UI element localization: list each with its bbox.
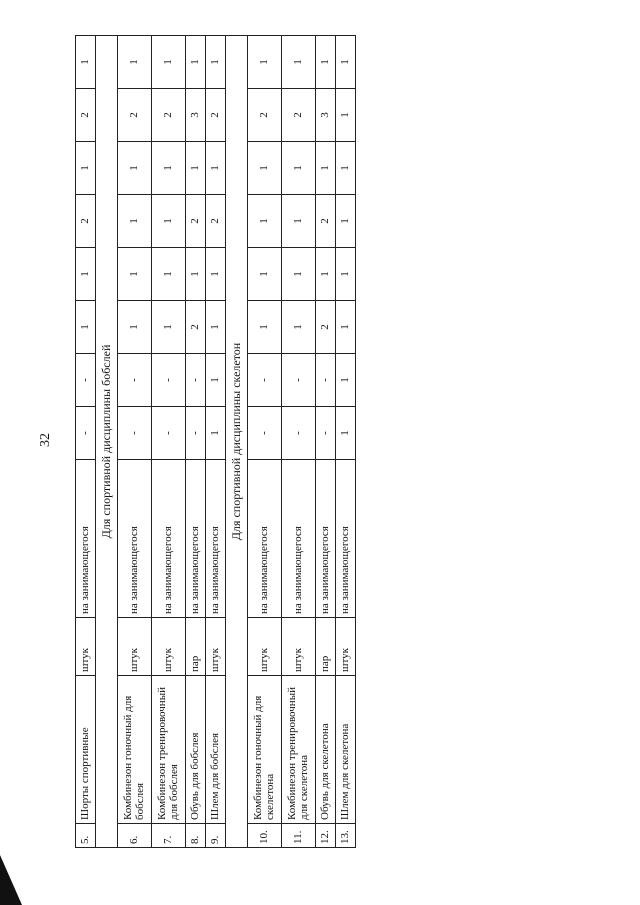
row-number: 10. <box>248 824 282 848</box>
unit-cell: штук <box>76 618 96 676</box>
table-row <box>248 36 282 848</box>
value-cell: 1 <box>316 142 336 195</box>
unit-cell: штук <box>248 618 282 676</box>
item-name: Шлем для бобслея <box>206 676 226 824</box>
value-cell: - <box>186 354 206 407</box>
table-row <box>316 36 336 848</box>
value-cell: 2 <box>76 89 96 142</box>
calc-unit-cell: на занимающегося <box>152 460 186 618</box>
value-cell: 1 <box>282 301 316 354</box>
value-cell: 2 <box>206 89 226 142</box>
equipment-table <box>75 35 356 848</box>
value-cell: 1 <box>76 36 96 89</box>
row-number: 13. <box>336 824 356 848</box>
value-cell: 1 <box>206 354 226 407</box>
value-cell: - <box>76 354 96 407</box>
value-cell: 1 <box>118 248 152 301</box>
value-cell: 1 <box>206 142 226 195</box>
item-name: Обувь для бобслея <box>186 676 206 824</box>
row-number: 11. <box>282 824 316 848</box>
scan-corner-mark <box>0 855 22 905</box>
value-cell: 1 <box>118 36 152 89</box>
value-cell: - <box>118 407 152 460</box>
section-row <box>96 36 118 848</box>
value-cell: 1 <box>282 142 316 195</box>
table-row <box>152 36 186 848</box>
row-number: 12. <box>316 824 336 848</box>
value-cell: - <box>248 407 282 460</box>
value-cell: - <box>76 407 96 460</box>
value-cell: 1 <box>336 89 356 142</box>
table-row <box>118 36 152 848</box>
item-name: Комбинезон тренировочный для бобслея <box>152 676 186 824</box>
value-cell: 1 <box>118 301 152 354</box>
row-number: 6. <box>118 824 152 848</box>
calc-unit-cell: на занимающегося <box>206 460 226 618</box>
value-cell: 1 <box>152 36 186 89</box>
value-cell: - <box>316 407 336 460</box>
table-row <box>186 36 206 848</box>
value-cell: 1 <box>76 248 96 301</box>
value-cell: 1 <box>152 248 186 301</box>
rotated-table-wrapper <box>75 36 351 848</box>
item-name: Шлем для скелетона <box>336 676 356 824</box>
value-cell: 1 <box>206 36 226 89</box>
value-cell: - <box>118 354 152 407</box>
item-name: Комбинезон гоночный для бобслея <box>118 676 152 824</box>
value-cell: 2 <box>282 89 316 142</box>
value-cell: 1 <box>76 301 96 354</box>
value-cell: - <box>186 407 206 460</box>
value-cell: 2 <box>76 195 96 248</box>
unit-cell: штук <box>336 618 356 676</box>
value-cell: 1 <box>282 195 316 248</box>
value-cell: 1 <box>152 301 186 354</box>
value-cell: 1 <box>186 36 206 89</box>
value-cell: 1 <box>76 142 96 195</box>
value-cell: 1 <box>282 36 316 89</box>
value-cell: 2 <box>316 301 336 354</box>
value-cell: 1 <box>248 301 282 354</box>
value-cell: - <box>152 354 186 407</box>
row-number: 8. <box>186 824 206 848</box>
value-cell: 1 <box>152 195 186 248</box>
unit-cell: пар <box>186 618 206 676</box>
calc-unit-cell: на занимающегося <box>186 460 206 618</box>
unit-cell: штук <box>152 618 186 676</box>
item-name: Комбинезон тренировочный для скелетона <box>282 676 316 824</box>
value-cell: 1 <box>316 248 336 301</box>
value-cell: 1 <box>336 407 356 460</box>
value-cell: 2 <box>152 89 186 142</box>
calc-unit-cell: на занимающегося <box>76 460 96 618</box>
value-cell: 1 <box>186 248 206 301</box>
calc-unit-cell: на занимающегося <box>282 460 316 618</box>
value-cell: 2 <box>118 89 152 142</box>
table-row <box>336 36 356 848</box>
row-number: 7. <box>152 824 186 848</box>
section-row <box>226 36 248 848</box>
value-cell: 1 <box>336 195 356 248</box>
value-cell: 2 <box>186 301 206 354</box>
value-cell: 1 <box>206 248 226 301</box>
value-cell: 1 <box>336 36 356 89</box>
value-cell: 1 <box>282 248 316 301</box>
value-cell: - <box>282 354 316 407</box>
unit-cell: штук <box>206 618 226 676</box>
item-name: Шорты спортивные <box>76 676 96 824</box>
value-cell: - <box>282 407 316 460</box>
row-number: 5. <box>76 824 96 848</box>
value-cell: 2 <box>316 195 336 248</box>
value-cell: 1 <box>206 407 226 460</box>
section-label: Для спортивной дисциплины скелетон <box>226 36 248 848</box>
table-row <box>282 36 316 848</box>
item-name: Комбинезон гоночный для скелетона <box>248 676 282 824</box>
value-cell: 1 <box>248 142 282 195</box>
unit-cell: пар <box>316 618 336 676</box>
value-cell: 1 <box>248 195 282 248</box>
calc-unit-cell: на занимающегося <box>316 460 336 618</box>
value-cell: 1 <box>186 142 206 195</box>
value-cell: 2 <box>206 195 226 248</box>
value-cell: 3 <box>316 89 336 142</box>
table-row <box>76 36 96 848</box>
table-body <box>76 36 356 848</box>
value-cell: 2 <box>186 195 206 248</box>
value-cell: 1 <box>206 301 226 354</box>
value-cell: - <box>316 354 336 407</box>
item-name: Обувь для скелетона <box>316 676 336 824</box>
value-cell: 1 <box>118 195 152 248</box>
value-cell: 1 <box>336 354 356 407</box>
value-cell: 1 <box>248 248 282 301</box>
calc-unit-cell: на занимающегося <box>118 460 152 618</box>
value-cell: 1 <box>336 142 356 195</box>
value-cell: - <box>248 354 282 407</box>
value-cell: 1 <box>118 142 152 195</box>
value-cell: 1 <box>336 301 356 354</box>
calc-unit-cell: на занимающегося <box>336 460 356 618</box>
unit-cell: штук <box>118 618 152 676</box>
value-cell: 2 <box>248 89 282 142</box>
table-row <box>206 36 226 848</box>
value-cell: 1 <box>248 36 282 89</box>
value-cell: 1 <box>316 36 336 89</box>
value-cell: 1 <box>152 142 186 195</box>
page-number: 32 <box>38 433 53 447</box>
value-cell: - <box>152 407 186 460</box>
section-label: Для спортивной дисциплины бобслей <box>96 36 118 848</box>
value-cell: 1 <box>336 248 356 301</box>
row-number: 9. <box>206 824 226 848</box>
unit-cell: штук <box>282 618 316 676</box>
calc-unit-cell: на занимающегося <box>248 460 282 618</box>
value-cell: 3 <box>186 89 206 142</box>
